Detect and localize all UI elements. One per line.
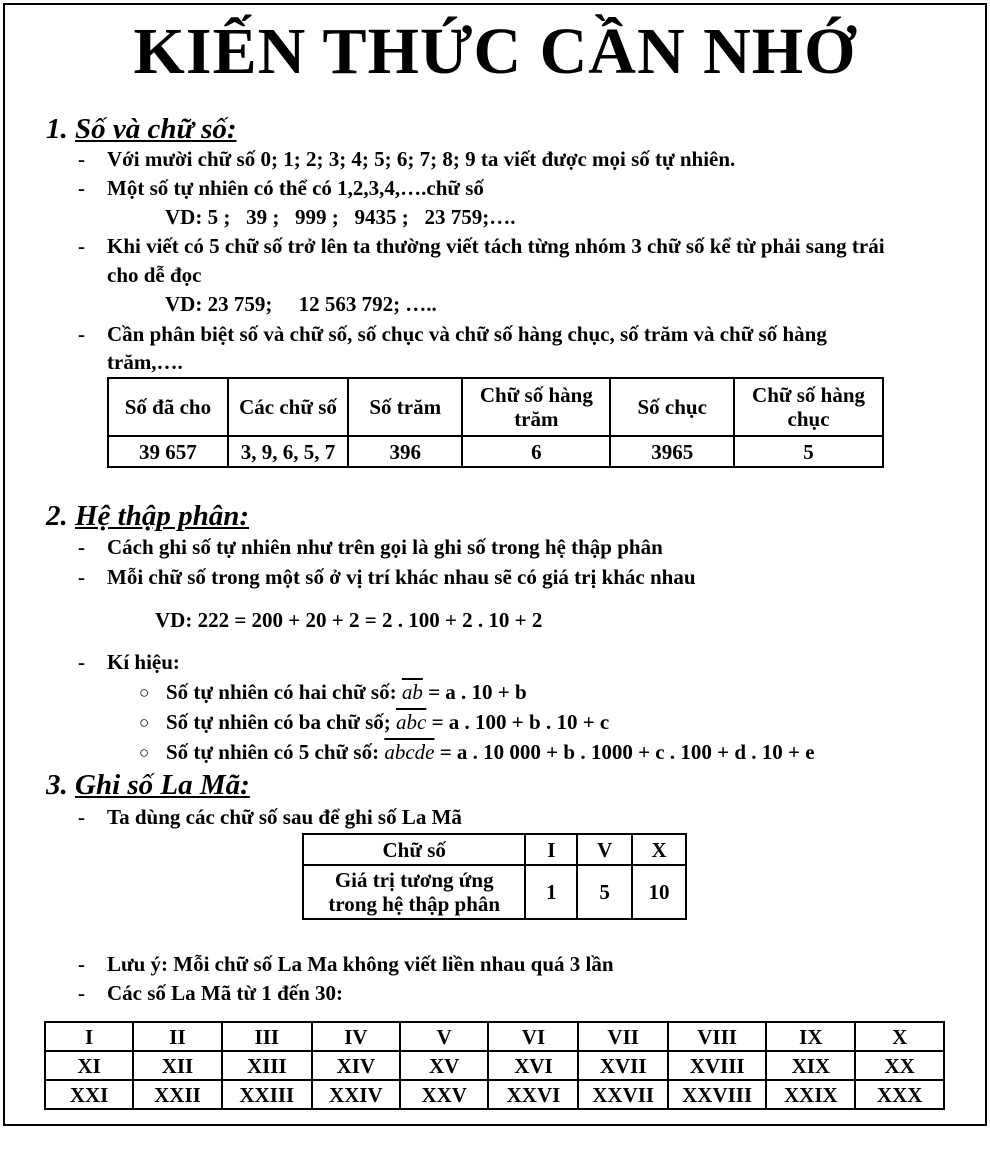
table-cell: 3965 (610, 436, 734, 467)
table-cell: VI (488, 1022, 578, 1051)
table-cell: 3, 9, 6, 5, 7 (228, 436, 348, 467)
overline-notation: $\overline{abc}$ (396, 710, 427, 734)
list-item: Với mười chữ số 0; 1; 2; 3; 4; 5; 6; 7; 8; 9 ta viết được mọi số tự nhiên. (107, 147, 736, 171)
table-header: Chữ số hàng trăm (462, 378, 610, 436)
list-item-continued: trăm,…. (107, 350, 183, 374)
table-cell: XXIX (766, 1080, 855, 1109)
table-cell: I (525, 834, 577, 865)
circle-bullet-icon: ○ (139, 713, 150, 732)
table-cell: IV (312, 1022, 400, 1051)
section-title: Ghi số La Mã: (75, 769, 250, 801)
table-cell: XI (45, 1051, 133, 1080)
section-title: Hệ thập phân: (75, 500, 250, 532)
roman-values-table (302, 833, 687, 920)
table-row (45, 1051, 944, 1080)
table-cell: XXVI (488, 1080, 578, 1109)
table-row (45, 1022, 944, 1051)
table-cell: II (133, 1022, 222, 1051)
table-cell: I (45, 1022, 133, 1051)
table-header: Số trăm (348, 378, 462, 436)
table-cell: X (855, 1022, 944, 1051)
table-cell: 10 (632, 865, 686, 919)
section-3-heading (46, 768, 250, 802)
table-cell: XII (133, 1051, 222, 1080)
list-item: Số tự nhiên có ba chữ số; $\overline{abc} = a$ . 100 + b . 10 + c (166, 710, 610, 734)
example: VD: 222 = 200 + 20 + 2 = 2 . 100 + 2 . 10 + 2 (155, 608, 543, 632)
table-header: Số đã cho (108, 378, 228, 436)
table-row (108, 436, 883, 467)
section-title: Số và chữ số: (75, 113, 237, 145)
table-cell: XXIII (222, 1080, 312, 1109)
roman-numerals-table (44, 1021, 945, 1110)
table-header: Chữ số (303, 834, 525, 865)
table-cell: VII (578, 1022, 667, 1051)
table-header: Chữ số hàng chục (734, 378, 883, 436)
list-item: Mỗi chữ số trong một số ở vị trí khác nhau sẽ có giá trị khác nhau (107, 565, 696, 589)
overline-notation: $\overline{ab}$ (401, 680, 423, 704)
table-row (303, 865, 686, 919)
example: VD: 5 ; 39 ; 999 ; 9435 ; 23 759;…. (165, 205, 516, 229)
table-cell: 1 (525, 865, 577, 919)
table-cell: XV (400, 1051, 489, 1080)
list-item: Cần phân biệt số và chữ số, số chục và chữ số hàng chục, số trăm và chữ số hàng (107, 322, 827, 346)
table-row (303, 834, 686, 865)
list-item: Một số tự nhiên có thể có 1,2,3,4,….chữ số (107, 176, 484, 200)
table-cell: XXV (400, 1080, 489, 1109)
overline-notation: abcde (384, 740, 435, 764)
table-cell: XXVIII (668, 1080, 766, 1109)
page-title: KIẾN THỨC CẦN NHỚ (133, 15, 857, 88)
table-cell: V (400, 1022, 489, 1051)
table-cell: IX (766, 1022, 855, 1051)
section-2-heading (46, 499, 249, 533)
list-item: Lưu ý: Mỗi chữ số La Ma không viết liền nhau quá 3 lần (107, 952, 614, 976)
list-item: Ta dùng các chữ số sau để ghi số La Mã (107, 805, 462, 829)
table-header-row (108, 378, 883, 436)
table-cell: XXIV (312, 1080, 400, 1109)
list-item: Các số La Mã từ 1 đến 30: (107, 981, 344, 1005)
list-item: Số tự nhiên có 5 chữ số: abcde = a . 10 000 + b . 1000 + c . 100 + d . 10 + e (166, 740, 815, 764)
table-cell: XXVII (578, 1080, 667, 1109)
circle-bullet-icon: ○ (139, 683, 150, 702)
table-header: Số chục (610, 378, 734, 436)
table-cell: XIX (766, 1051, 855, 1080)
table-cell: XXI (45, 1080, 133, 1109)
list-item-continued: cho dễ đọc (107, 263, 202, 287)
table-cell: VIII (668, 1022, 766, 1051)
table-cell: 6 (462, 436, 610, 467)
table-cell: V (577, 834, 632, 865)
table-cell: XXX (855, 1080, 944, 1109)
table-cell: 5 (577, 865, 632, 919)
table-cell: XVIII (668, 1051, 766, 1080)
table-cell: X (632, 834, 686, 865)
table-cell: 39 657 (108, 436, 228, 467)
table-cell: XIII (222, 1051, 312, 1080)
section-number: 2. (46, 500, 68, 532)
table-cell: XVII (578, 1051, 667, 1080)
section-1-heading (46, 112, 237, 146)
section-number: 3. (46, 769, 68, 801)
table-header: Giá trị tương ứng trong hệ thập phân (303, 865, 525, 919)
table-cell: XXII (133, 1080, 222, 1109)
table-cell: 5 (734, 436, 883, 467)
symbols-label: Kí hiệu: (107, 650, 180, 674)
list-item: Số tự nhiên có hai chữ số: $\overline{ab} = a$ . 10 + b (166, 680, 527, 704)
circle-bullet-icon: ○ (139, 743, 150, 762)
table-cell: III (222, 1022, 312, 1051)
table-cell: XVI (488, 1051, 578, 1080)
table-row (45, 1080, 944, 1109)
table-header: Các chữ số (228, 378, 348, 436)
example: VD: 23 759; 12 563 792; ….. (165, 292, 437, 316)
list-item: Khi viết có 5 chữ số trở lên ta thường viết tách từng nhóm 3 chữ số kể từ phải sang trái (107, 234, 885, 258)
table-cell: 396 (348, 436, 462, 467)
digits-table (107, 377, 884, 468)
table-cell: XIV (312, 1051, 400, 1080)
section-number: 1. (46, 113, 68, 145)
table-cell: XX (855, 1051, 944, 1080)
list-item: Cách ghi số tự nhiên như trên gọi là ghi số trong hệ thập phân (107, 535, 663, 559)
